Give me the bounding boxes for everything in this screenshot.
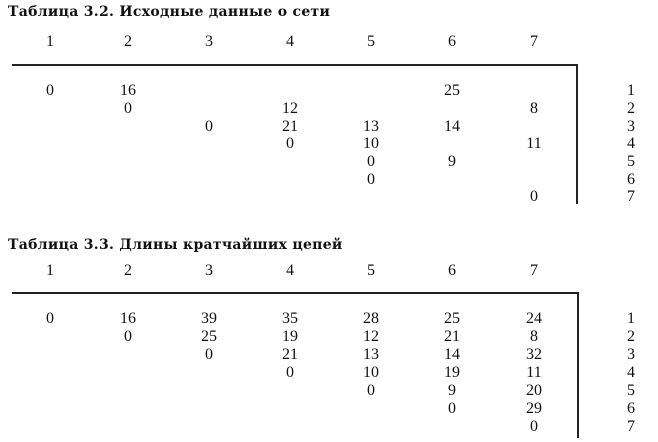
table-3-3-column-header: 3	[205, 262, 213, 279]
table-3-3-cell: 10	[363, 364, 379, 381]
table-3-2-cell: 0	[46, 82, 54, 99]
table-3-2-column-header: 1	[46, 33, 54, 50]
table-3-2-row-number: 7	[627, 188, 635, 205]
table-3-3-column-header: 6	[448, 262, 456, 279]
table-3-3-cell: 25	[444, 310, 460, 327]
table-3-2-column-header: 3	[205, 33, 213, 50]
table-3-2-column-header: 5	[367, 33, 375, 50]
table-3-2-column-header: 2	[124, 33, 132, 50]
table-3-3-cell: 0	[205, 346, 213, 363]
table-3-2-cell: 25	[444, 82, 460, 99]
table-3-3-row-number: 3	[627, 346, 635, 363]
table-3-3-column-header: 2	[124, 262, 132, 279]
table-3-3-row-number: 1	[627, 310, 635, 327]
table-3-3-cell: 21	[444, 328, 460, 345]
table-3-2-caption: Таблица 3.2. Исходные данные о сети	[8, 4, 331, 20]
table-3-2-column-header: 6	[448, 33, 456, 50]
table-3-2-row-number: 3	[627, 118, 635, 135]
table-3-2-rule	[12, 64, 577, 66]
table-3-2-row-number: 6	[627, 171, 635, 188]
table-3-2-cell: 0	[286, 135, 294, 152]
table-3-2-row-number: 4	[627, 135, 635, 152]
table-3-2-cell: 12	[282, 100, 298, 117]
table-3-2-cell: 9	[448, 153, 456, 170]
table-3-3-cell: 0	[286, 364, 294, 381]
table-3-3-row-number: 5	[627, 382, 635, 399]
table-3-3-column-header: 7	[530, 262, 538, 279]
table-3-3-row-number: 4	[627, 364, 635, 381]
table-3-3-cell: 24	[526, 310, 542, 327]
table-3-3-column-header: 1	[46, 262, 54, 279]
table-3-3-cell: 29	[526, 400, 542, 417]
table-3-3-cell: 14	[444, 346, 460, 363]
table-3-3-cell: 0	[530, 418, 538, 435]
table-3-2-cell: 0	[530, 188, 538, 205]
table-3-3-cell: 0	[124, 328, 132, 345]
table-3-2-row-number: 5	[627, 153, 635, 170]
table-3-2-cell: 0	[367, 153, 375, 170]
table-3-3-cell: 39	[201, 310, 217, 327]
table-3-3-cell: 25	[201, 328, 217, 345]
table-3-3-cell: 32	[526, 346, 542, 363]
table-3-2-cell: 10	[363, 135, 379, 152]
table-3-3-cell: 28	[363, 310, 379, 327]
table-3-3-cell: 20	[526, 382, 542, 399]
table-3-2-row-number: 2	[627, 100, 635, 117]
table-3-3-row-number: 7	[627, 418, 635, 435]
table-3-3-cell: 19	[444, 364, 460, 381]
table-3-2-cell: 11	[526, 135, 542, 152]
table-3-3-column-header: 4	[286, 262, 294, 279]
table-3-3-cell: 0	[448, 400, 456, 417]
table-3-3-cell: 35	[282, 310, 298, 327]
table-3-3-row-number: 2	[627, 328, 635, 345]
table-3-2-column-header: 7	[530, 33, 538, 50]
table-3-3-cell: 8	[530, 328, 538, 345]
table-3-3-rule	[12, 292, 577, 294]
table-3-2-cell: 0	[205, 118, 213, 135]
table-3-2-cell: 0	[367, 171, 375, 188]
table-3-3-cell: 0	[367, 382, 375, 399]
table-3-2-row-number: 1	[627, 82, 635, 99]
table-3-2-column-header: 4	[286, 33, 294, 50]
table-3-3-column-header: 5	[367, 262, 375, 279]
table-3-3-vertical-rule	[577, 292, 579, 438]
table-3-2-cell: 13	[363, 118, 379, 135]
table-3-3-cell: 21	[282, 346, 298, 363]
table-3-2-cell: 8	[530, 100, 538, 117]
table-3-3-cell: 16	[120, 310, 136, 327]
table-3-3-cell: 11	[526, 364, 542, 381]
table-3-2-vertical-rule	[576, 64, 578, 204]
table-3-3-row-number: 6	[627, 400, 635, 417]
table-3-3-caption: Таблица 3.3. Длины кратчайших цепей	[8, 237, 343, 253]
table-3-3-cell: 9	[448, 382, 456, 399]
table-3-2-cell: 14	[444, 118, 460, 135]
table-3-3-cell: 19	[282, 328, 298, 345]
table-3-2-cell: 0	[124, 100, 132, 117]
table-3-2-cell: 16	[120, 82, 136, 99]
table-3-2-cell: 21	[282, 118, 298, 135]
table-3-3-cell: 0	[46, 310, 54, 327]
table-3-3-cell: 13	[363, 346, 379, 363]
table-3-3-cell: 12	[363, 328, 379, 345]
